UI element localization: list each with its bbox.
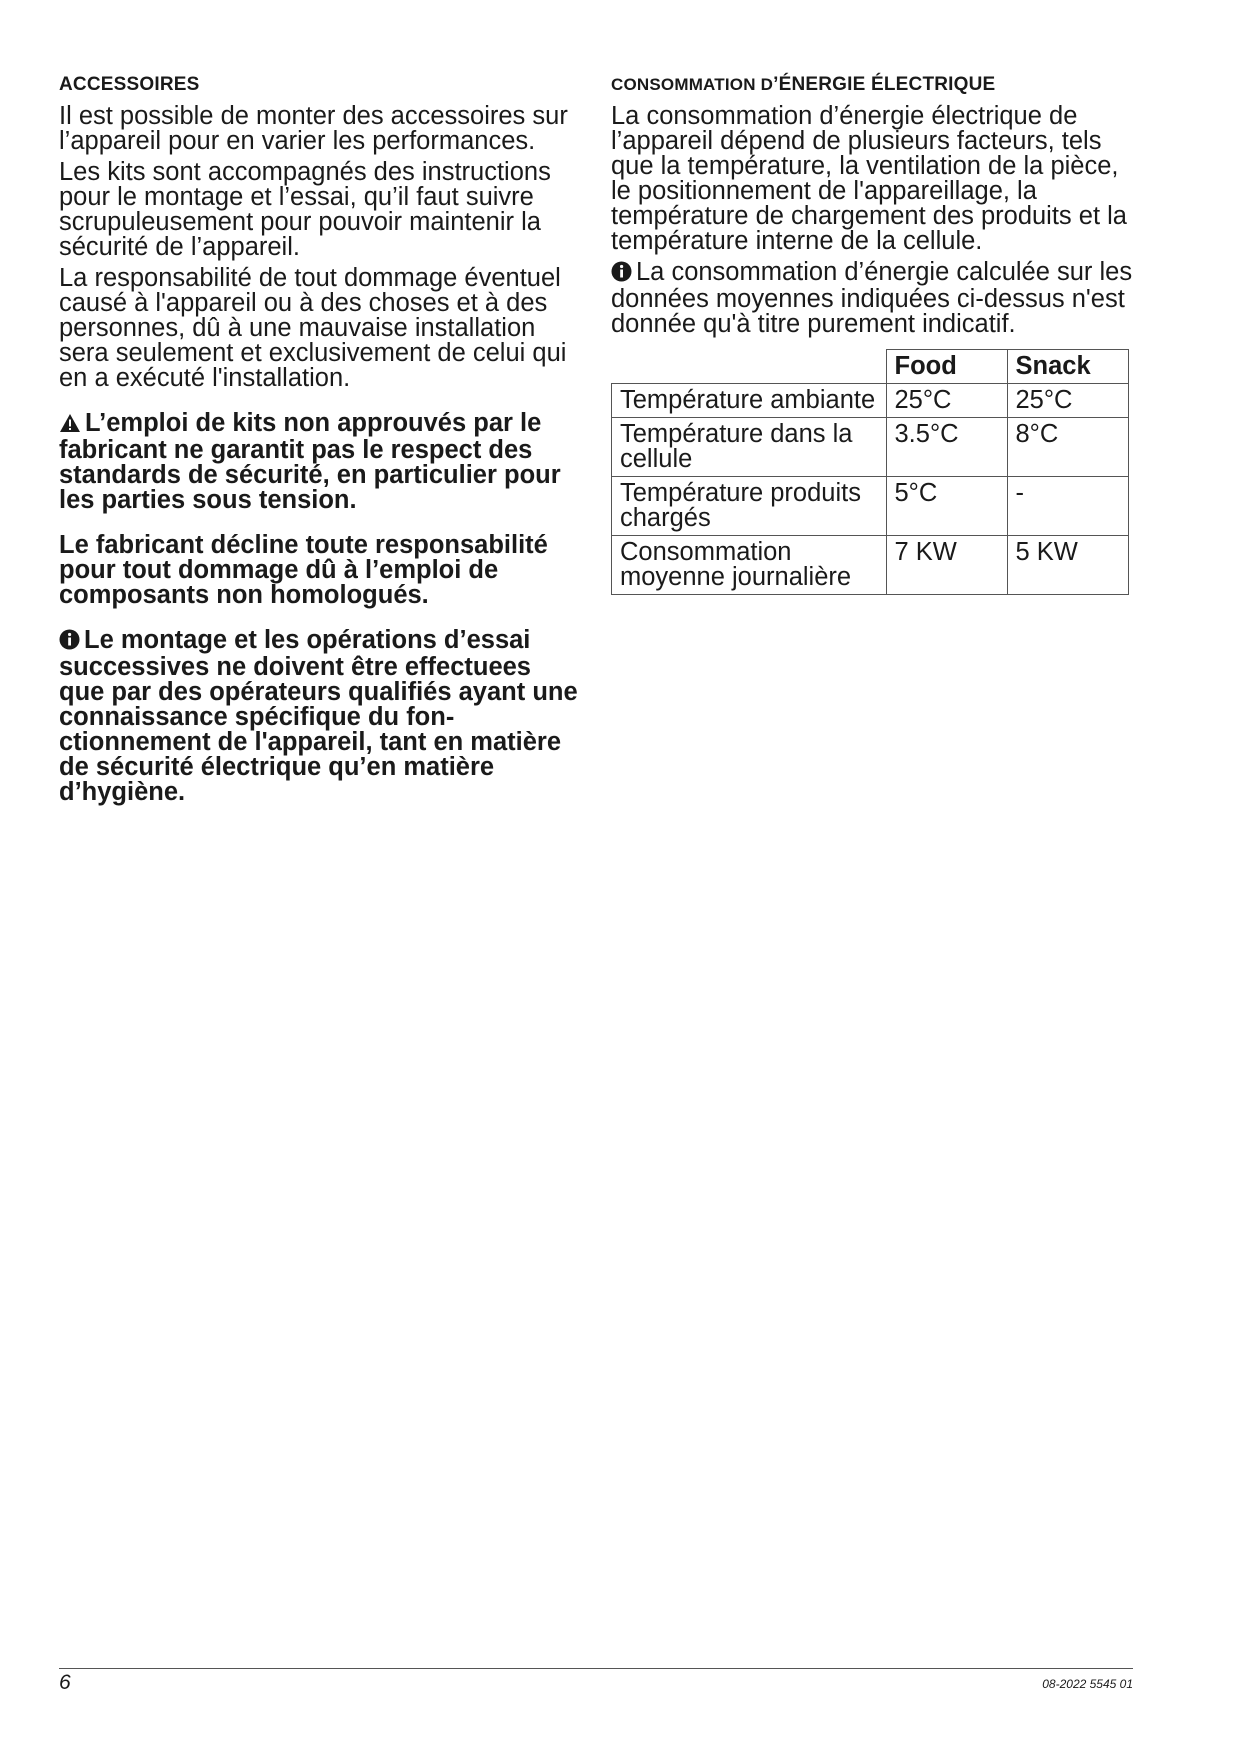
paragraph-responsibility: La responsabilité de tout dommage éventuel causé à l'appareil ou à des choses et à des personnes, dû à une mauvaise installation sera seulement et exclusivement de celui qui en a exécuté l'installation. — [59, 264, 567, 392]
paragraph-accessories-intro: Il est possible de monter des accessoires sur l’appareil pour en varier les performances. — [59, 102, 568, 155]
row-label: Consommation moyenne journalière — [612, 536, 887, 595]
info-paragraph-energy — [611, 260, 1133, 337]
info-text-installation: Le montage et les opérations d’essai successives ne doivent être effectuees que par des opérateurs qualifiés ayant une connaissance spécifique du fonctionnement de l'appareil, tant en matière de sécurité électrique qu’en matière d’hygiène. — [59, 626, 578, 806]
paragraph-kits: Les kits sont accompagnés des instructions pour le montage et l’essai, qu’il faut suivre scrupuleusement pour pouvoir maintenir la sécurité de l’appareil. — [59, 158, 551, 261]
table-row — [612, 477, 1129, 536]
heading-part-b: ’ÉNERGIE ÉLECTRIQUE — [773, 74, 996, 95]
section-heading-accessoires: ACCESSOIRES — [59, 74, 200, 95]
row-label: Température produits chargés — [612, 477, 887, 536]
snack-value: 25°C — [1007, 384, 1128, 418]
paragraph-energy-factors: La consommation d’énergie électrique de l’appareil dépend de plusieurs facteurs, tels que la température, la ventilation de la pièce, le positionnement de l'appareillage, la température de chargement des produits et la température interne de la cellule. — [611, 102, 1127, 255]
food-value: 25°C — [886, 384, 1007, 418]
table-row — [612, 418, 1129, 477]
warning-paragraph — [59, 411, 581, 513]
warning-triangle-icon — [59, 413, 81, 438]
disclaimer-paragraph: Le fabricant décline toute responsabilité pour tout dommage dû à l’emploi de composants non homologués. — [59, 531, 548, 609]
energy-table — [611, 349, 1129, 595]
page-number: 6 — [59, 1671, 71, 1694]
snack-value: 5 KW — [1007, 536, 1128, 595]
table-header-food: Food — [886, 350, 1007, 384]
right-column — [611, 72, 1133, 595]
info-paragraph-installation — [59, 628, 581, 805]
section-heading-energy — [611, 72, 1133, 98]
food-value: 3.5°C — [886, 418, 1007, 477]
heading-part-a: CONSOMMATION D — [611, 75, 774, 94]
left-column — [59, 72, 581, 825]
table-header-row — [612, 350, 1129, 384]
table-row — [612, 536, 1129, 595]
snack-value: - — [1007, 477, 1128, 536]
row-label: Température dans la cellule — [612, 418, 887, 477]
food-value: 5°C — [886, 477, 1007, 536]
info-text-energy: La consommation d’énergie calculée sur les données moyennes indiquées ci-dessus n'est donnée qu'à titre purement indicatif. — [611, 258, 1133, 338]
table-header-snack: Snack — [1007, 350, 1128, 384]
info-circle-icon — [611, 261, 632, 287]
info-circle-icon — [59, 629, 80, 655]
snack-value: 8°C — [1007, 418, 1128, 477]
table-header-blank — [612, 350, 887, 384]
footer-divider — [59, 1668, 1133, 1669]
food-value: 7 KW — [886, 536, 1007, 595]
row-label: Température ambiante — [612, 384, 887, 418]
warning-text: L’emploi de kits non approuvés par le fabricant ne garantit pas le respect des standards de sécurité, en particulier pour les parties sous tension. — [59, 409, 561, 514]
document-code: 08-2022 5545 01 — [1042, 1677, 1133, 1691]
table-row — [612, 384, 1129, 418]
